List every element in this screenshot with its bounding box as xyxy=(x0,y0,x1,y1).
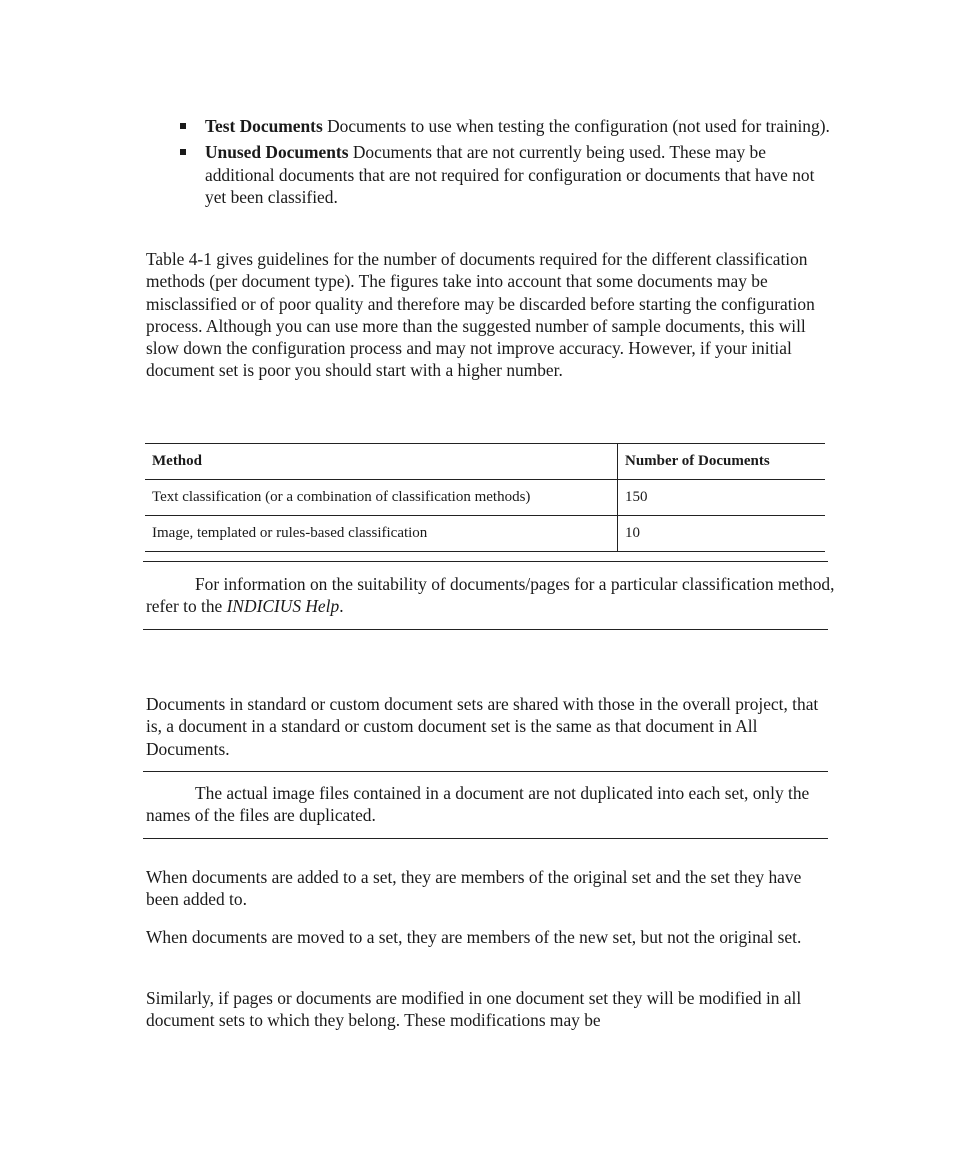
table-row xyxy=(145,516,825,552)
intro-paragraph: Table 4-1 gives guidelines for the number of documents required for the different classification methods (per document type). The figures take into account that some documents may be misclassified or of poor quality and therefore may be discarded before starting the configuration process. Although you can use more than the suggested number of sample documents, this will slow down the configuration process and may not improve accuracy. However, if your initial document set is poor you should start with a higher number. xyxy=(146,249,815,381)
table-header-row xyxy=(145,444,825,480)
modifications-paragraph: Similarly, if pages or documents are modified in one document set they will be modified in all document sets to which they belong. These modifications may be xyxy=(146,988,802,1031)
note-top-rule xyxy=(143,561,828,562)
bullet-term: Unused Documents xyxy=(205,142,349,163)
note-image-files: The actual image files contained in a document are not duplicated into each set, only the names of the files are duplicated. xyxy=(146,783,810,826)
bullet-description: Documents that are not currently being used. These may be additional documents that are not required for configuration or documents that have not yet been classified. xyxy=(205,142,815,207)
note-bottom-rule xyxy=(143,629,828,630)
moved-documents-paragraph: When documents are moved to a set, they are members of the new set, but not the original set. xyxy=(146,927,802,947)
header-number-of-documents: Number of Documents xyxy=(618,444,826,480)
note-bottom-rule xyxy=(143,838,828,839)
documents-required-table xyxy=(145,443,825,552)
cell-count: 150 xyxy=(618,480,826,516)
cell-method: Image, templated or rules-based classification xyxy=(145,516,618,552)
bullet-unused-documents xyxy=(146,141,836,208)
bullet-description: Documents to use when testing the configuration (not used for training). xyxy=(322,116,830,136)
square-bullet-icon xyxy=(180,149,186,155)
bullet-test-documents xyxy=(146,115,836,137)
note-text-end: . xyxy=(339,596,344,617)
help-reference: INDICIUS Help xyxy=(226,596,340,617)
header-method: Method xyxy=(145,444,618,480)
document-set-bullet-list xyxy=(146,115,836,212)
note-top-rule xyxy=(143,771,828,772)
note-suitability xyxy=(146,573,836,618)
bullet-term: Test Documents xyxy=(205,116,323,136)
cell-method: Text classification (or a combination of classification methods) xyxy=(145,480,618,516)
shared-documents-paragraph: Documents in standard or custom document sets are shared with those in the overall project, that is, a document in a standard or custom document set is the same as that document in All Documents. xyxy=(146,694,819,759)
added-documents-paragraph: When documents are added to a set, they are members of the original set and the set they have been added to. xyxy=(146,867,802,910)
cell-count: 10 xyxy=(618,516,826,552)
square-bullet-icon xyxy=(180,123,186,129)
note-text: For information on the suitability of documents/pages for a particular classification method, refer to the xyxy=(146,574,835,617)
table-row xyxy=(145,480,825,516)
